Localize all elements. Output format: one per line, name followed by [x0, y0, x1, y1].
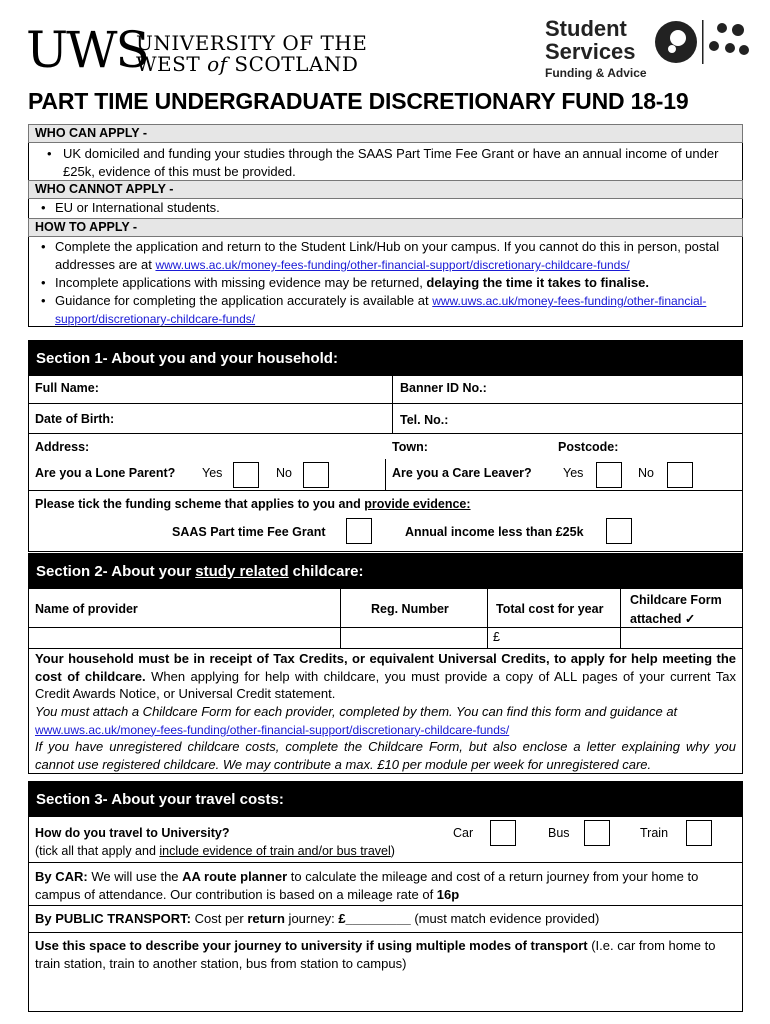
- tel-field[interactable]: [470, 407, 738, 429]
- income-checkbox[interactable]: [606, 518, 632, 544]
- journey-description-rest: (I.e. car from home to train station, train to another station, bus from station to campus): [35, 938, 716, 971]
- bullet-icon: •: [41, 200, 46, 215]
- childcare-note-2-text: You must attach a Childcare Form for each provider, completed by them. You can find this form and guidance at: [35, 704, 678, 719]
- saas-checkbox[interactable]: [346, 518, 372, 544]
- childcare-note-1: [35, 650, 736, 703]
- lone-parent-no-label: No: [276, 466, 292, 480]
- bullet-icon: •: [41, 239, 46, 254]
- full-name-label: Full Name:: [35, 381, 99, 395]
- bullet-icon: •: [47, 146, 52, 161]
- col-total-cost: Total cost for year: [496, 602, 604, 616]
- bullet-icon: •: [41, 293, 46, 308]
- uws-logo-mark: UWS: [26, 21, 148, 79]
- how-to-apply-heading: HOW TO APPLY -: [28, 218, 743, 237]
- town-field[interactable]: [440, 437, 552, 457]
- postcode-label: Postcode:: [558, 440, 619, 454]
- journey-description-prompt: [35, 937, 740, 973]
- who-can-apply-box: [28, 143, 743, 180]
- student-services-icon: [652, 16, 752, 68]
- funding-scheme-evidence: provide evidence:: [364, 497, 471, 511]
- childcare-note-2: [35, 703, 736, 739]
- care-leaver-no-checkbox[interactable]: [667, 462, 693, 488]
- journey-description-input[interactable]: [32, 975, 739, 1009]
- form-attached-input[interactable]: [622, 629, 740, 647]
- who-can-apply-heading: WHO CAN APPLY -: [28, 124, 743, 143]
- income-label: Annual income less than £25k: [405, 525, 584, 539]
- bus-checkbox[interactable]: [584, 820, 610, 846]
- lone-parent-no-checkbox[interactable]: [303, 462, 329, 488]
- how-to-apply-text-1: Complete the application and return to the Student Link/Hub on your campus. If you cannot do this in person, postal addresses are at: [55, 239, 720, 272]
- page-title: PART TIME UNDERGRADUATE DISCRETIONARY FUND 18-19: [28, 88, 689, 114]
- col-provider: Name of provider: [35, 602, 138, 616]
- how-to-apply-text-2-bold: delaying the time it takes to finalise.: [426, 275, 649, 290]
- uws-west: WEST: [136, 52, 208, 76]
- care-leaver-yes-label: Yes: [563, 466, 584, 480]
- by-car-label: By CAR:: [35, 869, 88, 884]
- col-attached-text: attached: [630, 612, 682, 626]
- col-reg-number: Reg. Number: [371, 602, 449, 616]
- travel-instruction: [35, 844, 395, 858]
- care-leaver-label: Are you a Care Leaver?: [392, 466, 532, 480]
- town-label: Town:: [392, 440, 428, 454]
- who-can-apply-text: UK domiciled and funding your studies through the SAAS Part Time Fee Grant or have an annual income of under £25k, evidence of this must be provided.: [63, 146, 719, 179]
- student-services-line2: Services: [545, 39, 636, 64]
- banner-id-label: Banner ID No.:: [400, 381, 487, 395]
- uws-name-line1: UNIVERSITY OF THE: [136, 31, 368, 55]
- how-to-apply-bullet-1: [41, 238, 739, 274]
- travel-instruction-b: include evidence of train and/or bus travel: [159, 844, 391, 858]
- childcare-funds-link-1[interactable]: www.uws.ac.uk/money-fees-funding/other-financial-support/discretionary-childcare-funds/: [155, 258, 630, 272]
- student-services-line3: Funding & Advice: [545, 66, 647, 80]
- dob-field[interactable]: [130, 407, 385, 429]
- aa-route-planner: AA route planner: [182, 869, 288, 884]
- childcare-note-1-rest: When applying for help with childcare, you must provide a copy of ALL pages of your current Tax Credit Awards Notice, or Universal Credit statement.: [35, 668, 737, 701]
- pt-cost-field[interactable]: £_________: [338, 911, 411, 926]
- pt-a: Cost per: [191, 911, 248, 926]
- lone-parent-yes-label: Yes: [202, 466, 223, 480]
- section3-header: Section 3- About your travel costs:: [28, 781, 743, 817]
- uws-scotland: SCOTLAND: [227, 52, 359, 76]
- how-to-apply-bullet-2: [41, 274, 739, 292]
- car-label: Car: [453, 826, 474, 840]
- care-leaver-no-label: No: [638, 466, 654, 480]
- address-field[interactable]: [100, 437, 385, 457]
- how-to-apply-box: [28, 237, 743, 327]
- uws-name-line2: [136, 52, 358, 76]
- journey-description-bold: Use this space to describe your journey to university if using multiple modes of transport: [35, 938, 588, 953]
- how-to-apply-text-2: Incomplete applications with missing evidence may be returned,: [55, 275, 427, 290]
- reg-number-input[interactable]: [342, 629, 485, 647]
- mileage-rate: 16p: [436, 887, 460, 902]
- postcode-field[interactable]: [628, 437, 738, 457]
- tel-label: Tel. No.:: [400, 413, 449, 427]
- section2-title-b: study related: [195, 562, 289, 580]
- uws-of: of: [207, 52, 228, 76]
- childcare-funds-link-3[interactable]: www.uws.ac.uk/money-fees-funding/other-financial-support/discretionary-childcare-funds/: [35, 722, 510, 737]
- childcare-funds-link-2[interactable]: www.uws.ac.uk/money-fees-funding/other-financial-support/discretionary-childcare-funds/: [55, 294, 707, 326]
- funding-scheme-text: Please tick the funding scheme that applies to you and: [35, 497, 365, 511]
- by-car-a: We will use the: [87, 869, 183, 884]
- public-transport-label: By PUBLIC TRANSPORT:: [35, 911, 192, 926]
- provider-input[interactable]: [30, 629, 338, 647]
- travel-instruction-a: (tick all that apply and: [35, 844, 160, 858]
- childcare-note-3: If you have unregistered childcare costs, complete the Childcare Form, but also enclose a letter explaining why you cannot use registered childcare. We may contribute a max. £10 per module per week for unregistered care.: [35, 739, 736, 772]
- check-icon: ✓: [684, 612, 696, 626]
- who-can-apply-bullet: [47, 145, 735, 181]
- col-childcare-form: Childcare Form: [630, 593, 722, 607]
- cost-pound: £: [493, 630, 500, 644]
- train-label: Train: [640, 826, 669, 840]
- full-name-field[interactable]: [130, 378, 385, 400]
- childcare-note-1-bold: Your household must be in receipt of Tax Credits, or equivalent Universal Credits, to apply for help meeting the cost of childcare.: [35, 651, 736, 684]
- bus-label: Bus: [548, 826, 570, 840]
- pt-return: return: [247, 911, 285, 926]
- who-cannot-apply-text: EU or International students.: [55, 200, 220, 215]
- pt-c: journey:: [284, 911, 339, 926]
- total-cost-input[interactable]: [504, 629, 618, 647]
- how-to-apply-bullet-3: [41, 292, 739, 328]
- bullet-icon: •: [41, 275, 46, 290]
- who-cannot-apply-heading: WHO CANNOT APPLY -: [28, 180, 743, 199]
- who-cannot-apply-box: [28, 199, 743, 218]
- col-attached: [630, 611, 695, 626]
- saas-label: SAAS Part time Fee Grant: [172, 525, 326, 539]
- pt-e: (must match evidence provided): [410, 911, 600, 926]
- public-transport-text: [35, 911, 599, 926]
- travel-question: How do you travel to University?: [35, 826, 230, 840]
- who-cannot-apply-bullet: [41, 199, 727, 217]
- funding-scheme-instruction: [35, 497, 471, 511]
- dob-label: Date of Birth:: [35, 412, 115, 426]
- banner-id-field[interactable]: [500, 378, 738, 400]
- address-label: Address:: [35, 440, 90, 454]
- section2-header: [28, 553, 743, 589]
- student-services-line1: Student: [545, 16, 627, 41]
- care-leaver-yes-checkbox[interactable]: [596, 462, 622, 488]
- lone-parent-label: Are you a Lone Parent?: [35, 466, 176, 480]
- by-car-c: to calculate the mileage and cost of a return journey from your home to campus of attendance. Our contribution is based on a mileage rate of: [35, 869, 699, 902]
- train-checkbox[interactable]: [686, 820, 712, 846]
- travel-instruction-c: ): [390, 844, 395, 858]
- section2-title-c: childcare:: [292, 562, 364, 580]
- section2-title-a: Section 2- About your: [36, 562, 192, 580]
- by-car-text: [35, 868, 740, 904]
- section1-header: Section 1- About you and your household:: [28, 340, 743, 376]
- how-to-apply-text-3: Guidance for completing the application accurately is available at: [55, 293, 433, 308]
- car-checkbox[interactable]: [490, 820, 516, 846]
- lone-parent-yes-checkbox[interactable]: [233, 462, 259, 488]
